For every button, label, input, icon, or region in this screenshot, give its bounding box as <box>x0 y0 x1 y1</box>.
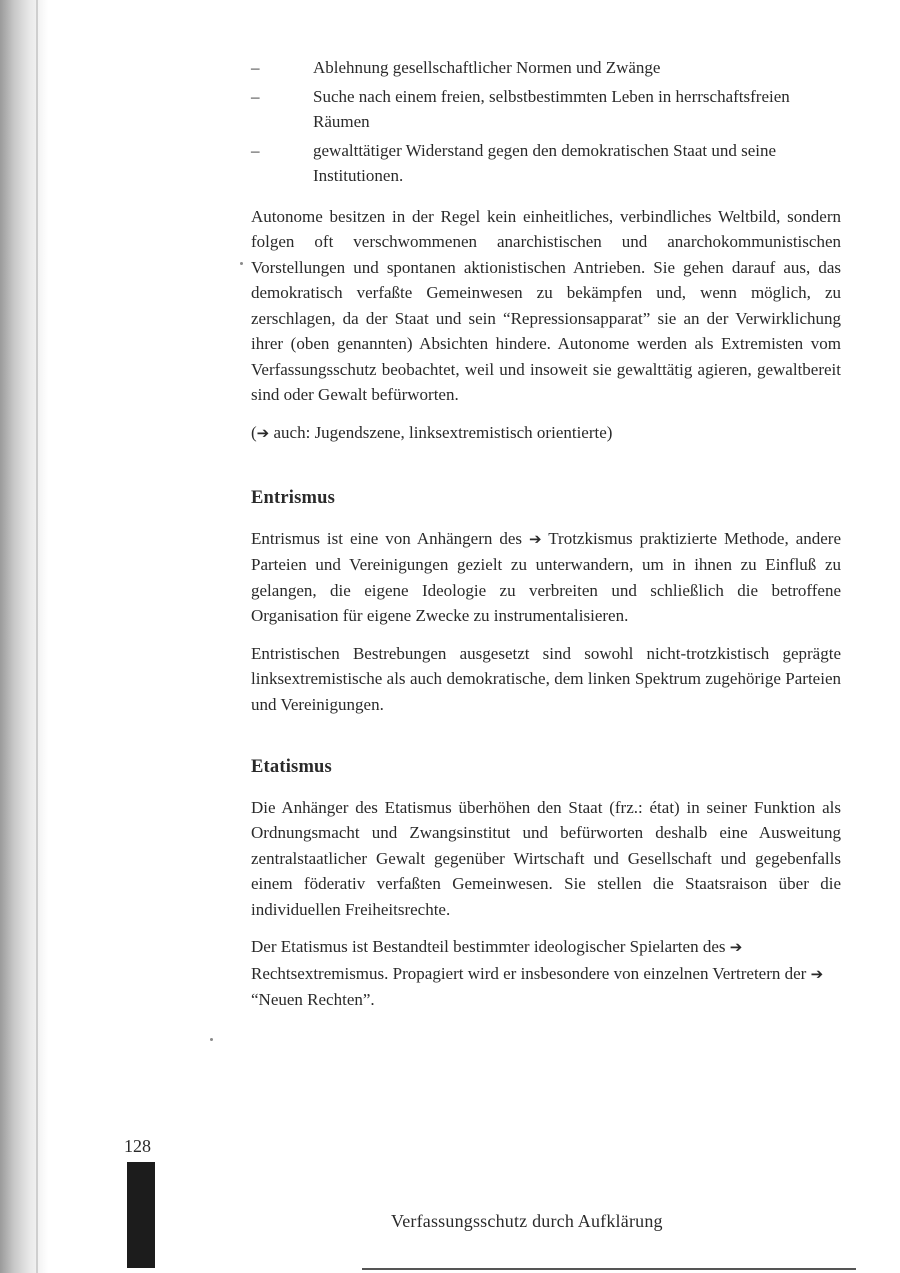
entrismus-paragraph-2: Entristischen Bestrebungen ausgesetzt sind sowohl nicht-trotzkistisch geprägte linksextremistische als auch demokratische, dem linken Spektrum zugehörige Parteien und Vereinigungen. <box>251 643 841 714</box>
arrow-right-icon: ➔ <box>729 938 743 956</box>
list-item <box>251 84 841 135</box>
etatismus-paragraph-1: Die Anhänger des Etatismus überhöhen den Staat (frz.: état) in seiner Funktion als Ordnungsmacht und Zwangsinstitut und befürworten deshalb eine Ausweitung zentralstaatlicher Gewalt gegenüber Wirtschaft und Gesellschaft und gegebenfalls einem föderativ verfaßten Gemeinwesen. Sie stellen die Staatsraison über die individuellen Freiheitsrechte. <box>251 797 841 919</box>
crossref-neue-rechte[interactable]: “Neuen Rechten” <box>251 990 371 1009</box>
arrow-right-icon: ➔ <box>256 423 270 442</box>
list-item <box>251 138 841 189</box>
footer-rule <box>362 1268 856 1270</box>
crossref-trotzkismus[interactable]: Trotzkismus <box>541 528 633 548</box>
bullet-dash: – <box>251 58 260 77</box>
see-also-line: (➔ auch: Jugendszene, linksextremistisch orientierte) <box>251 422 613 442</box>
page-gutter-shadow <box>0 0 48 1273</box>
bullet-dash: – <box>251 140 260 160</box>
autonome-paragraph: Autonome besitzen in der Regel kein einheitliches, verbindliches Weltbild, sondern folgen oft verschwommenen anarchistischen und anarchokommunistischen Vorstellungen und spontanen aktionistischen Antrieben. Sie gehen darauf aus, das demokratisch verfaßte Gemeinwesen zu bekämpfen und, wenn möglich, zu zerschlagen, da der Staat und sein “Repressionsapparat” sie an der Verwirklichung ihrer (oben genannten) Absichten hindere. Autonome werden als Extremisten vom Verfassungsschutz beobachtet, weil und insoweit sie gewalttätig agieren, gewaltbereit sind oder Gewalt befürworten. <box>251 206 841 404</box>
section-entrismus <box>251 486 841 717</box>
list-item <box>251 55 841 81</box>
page-gutter-line <box>36 0 38 1273</box>
page-number: 128 <box>124 1136 151 1156</box>
page-content <box>251 55 841 1025</box>
arrow-right-icon: ➔ <box>529 529 542 548</box>
section-heading: Entrismus <box>251 488 336 508</box>
bullet-text: Suche nach einem freien, selbstbestimmten Leben in herrschaftsfreien Räumen <box>313 86 790 131</box>
section-etatismus <box>251 755 841 1013</box>
section-heading: Etatismus <box>251 757 332 777</box>
bullet-dash: – <box>251 86 260 106</box>
scan-speck <box>210 1038 213 1041</box>
bullet-text: gewalttätiger Widerstand gegen den demokratischen Staat und seine Institutionen. <box>313 140 777 185</box>
footer-text: Verfassungsschutz durch Aufklärung <box>391 1211 663 1231</box>
page-marker-bar <box>127 1162 155 1268</box>
bullet-text: Ablehnung gesellschaftlicher Normen und Zwänge <box>313 58 661 77</box>
see-also-link[interactable]: auch: Jugendszene, linksextremistisch orientierte) <box>269 422 613 442</box>
scan-speck <box>240 262 243 265</box>
entrismus-paragraph-1: Entrismus ist eine von Anhängern des ➔ Trotzkismus praktizierte Methode, andere Parteien und Vereinigungen gezielt zu unterwandern, um in ihnen zu Einfluß zu gelangen, die eigene Ideologie zu verbreiten und schließlich die betroffene Organisation für eigene Zwecke zu instrumentalisieren. <box>251 528 841 625</box>
crossref-rechtsextremismus[interactable]: Rechtsextremismus <box>251 963 385 983</box>
bullet-list <box>251 55 841 189</box>
arrow-right-icon: ➔ <box>810 964 824 983</box>
etatismus-paragraph-2: Der Etatismus ist Bestandteil bestimmter ideologischer Spielarten des ➔ Rechtsextremismus. Propagiert wird er insbesondere von einzelnen Vertretern der ➔ “Neuen Rechten”. <box>251 937 824 1009</box>
